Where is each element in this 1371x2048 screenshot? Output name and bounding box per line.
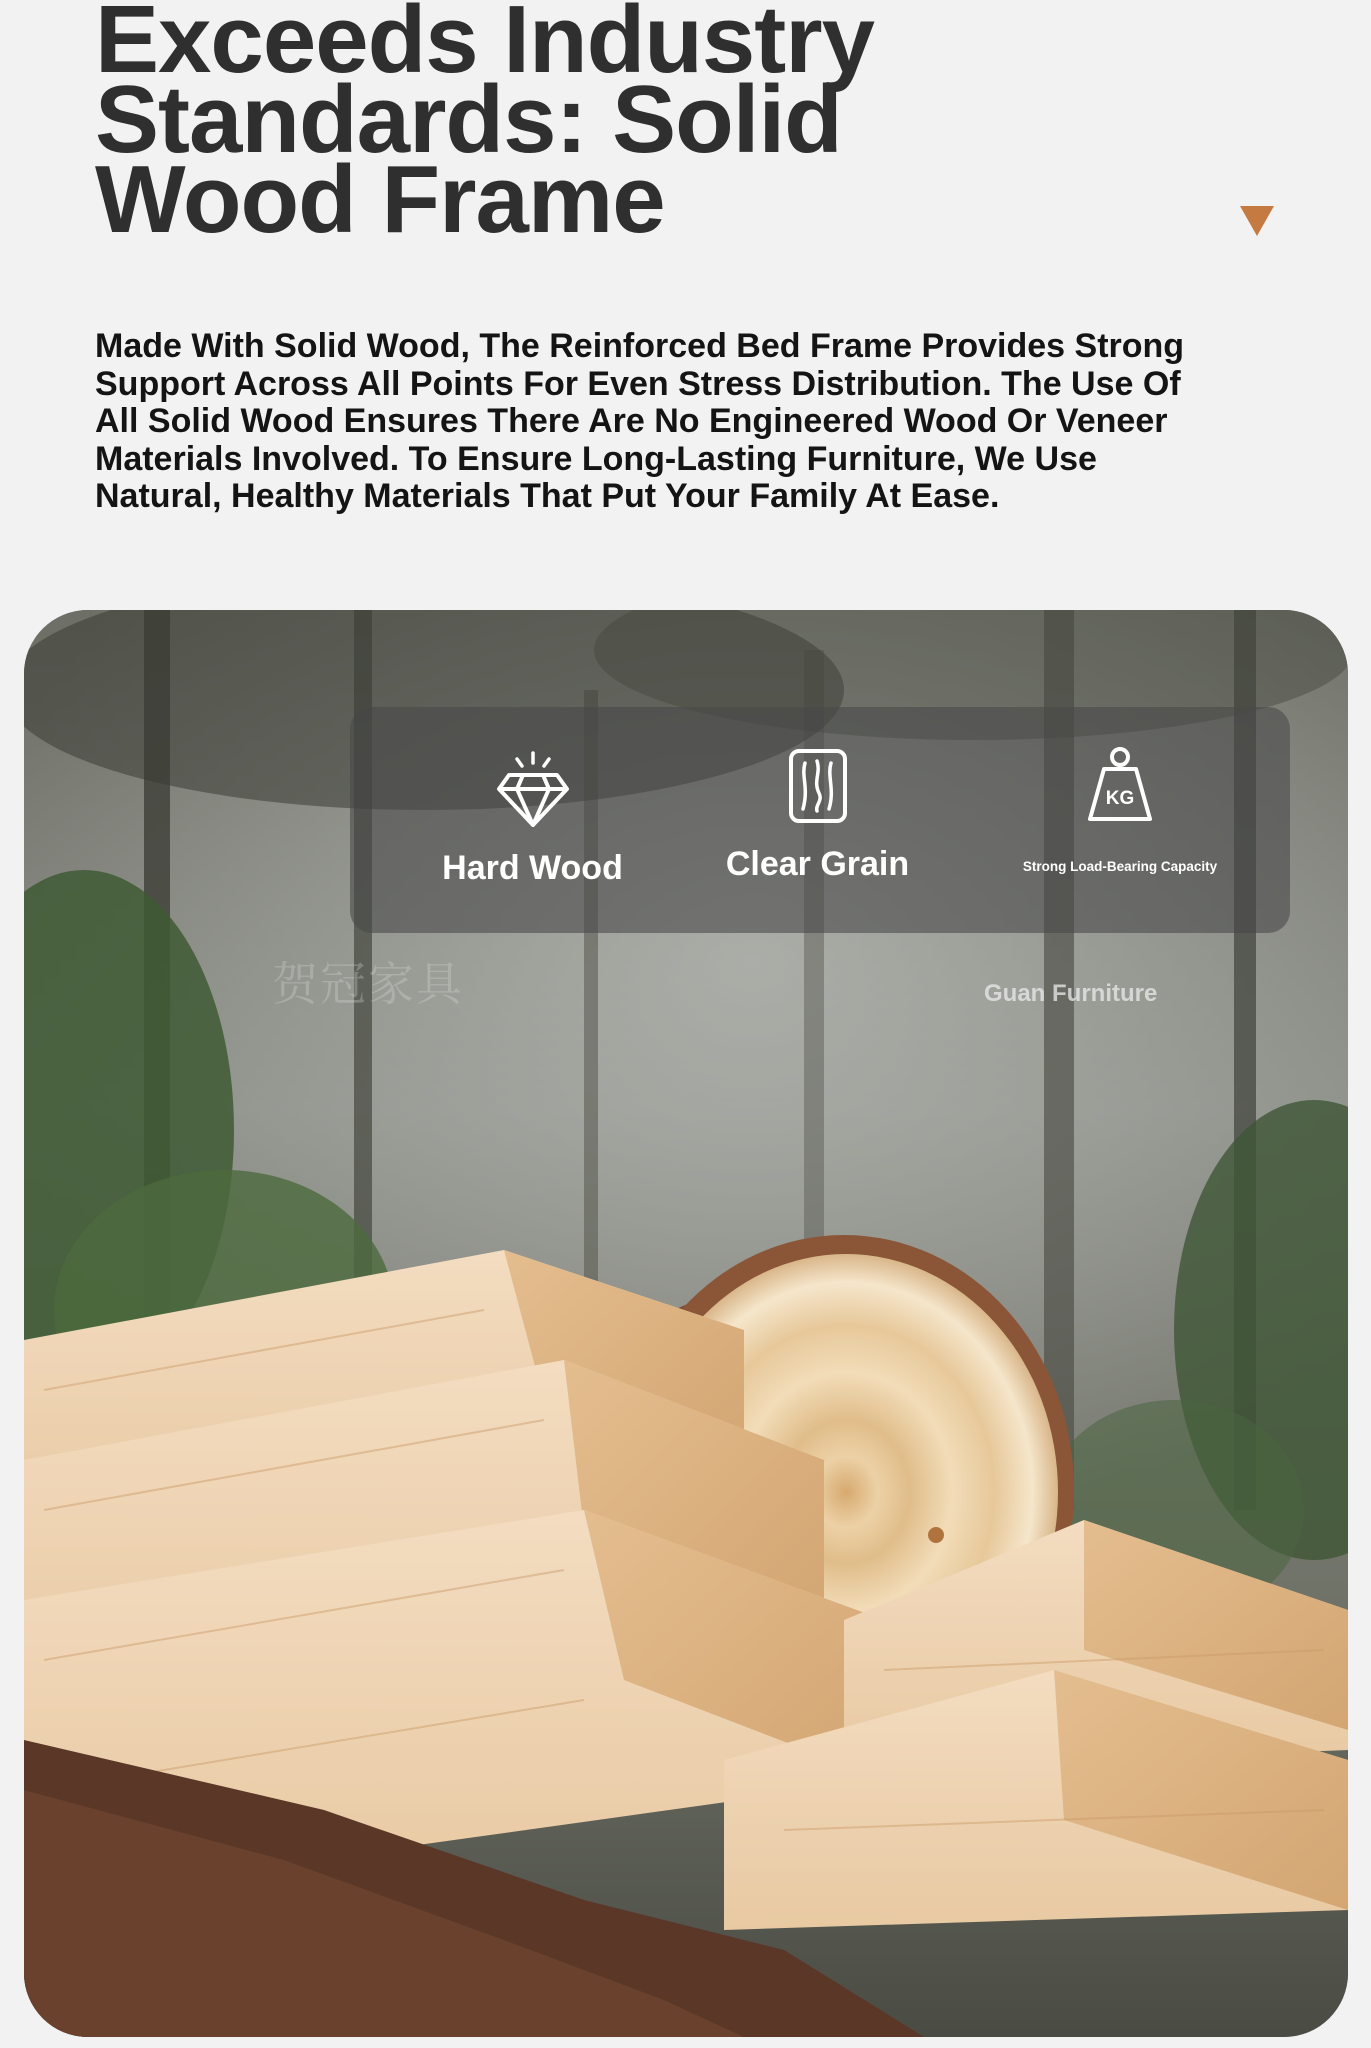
feature-label-clear-grain: Clear Grain [725, 845, 910, 883]
wood-forest-photo [24, 610, 1348, 2037]
title-line-3: Wood Frame [95, 146, 665, 253]
watermark-chinese: 贺冠家具 [272, 957, 464, 1011]
kg-weight-icon [1084, 745, 1156, 825]
kg-label: KG [1105, 788, 1135, 809]
watermark-english: Guan Furniture [984, 980, 1158, 1007]
feature-label-load-bearing: Strong Load-Bearing Capacity [1022, 859, 1218, 874]
diamond-icon [493, 749, 573, 827]
feature-label-hard-wood: Hard Wood [442, 849, 623, 887]
wood-grain-icon [787, 747, 849, 825]
triangle-marker-icon [1240, 206, 1274, 236]
title-line-2: Standards: Solid [95, 66, 842, 173]
page-title [95, 0, 915, 253]
feature-clear-grain [660, 707, 975, 933]
features-panel [350, 707, 1290, 933]
feature-load-bearing [950, 707, 1290, 933]
product-description: Made With Solid Wood, The Reinforced Bed Frame Provides Strong Support Across All Points For Even Stress Distribution. The Use Of All Solid Wood Ensures There Are No Engineered Wood Or Veneer Materials Involved. To Ensure Long-Lasting Furniture, We Use Natural, Healthy Materials That Put Your Family At Ease. [95, 327, 1185, 515]
title-line-1: Exceeds Industry [95, 0, 874, 93]
